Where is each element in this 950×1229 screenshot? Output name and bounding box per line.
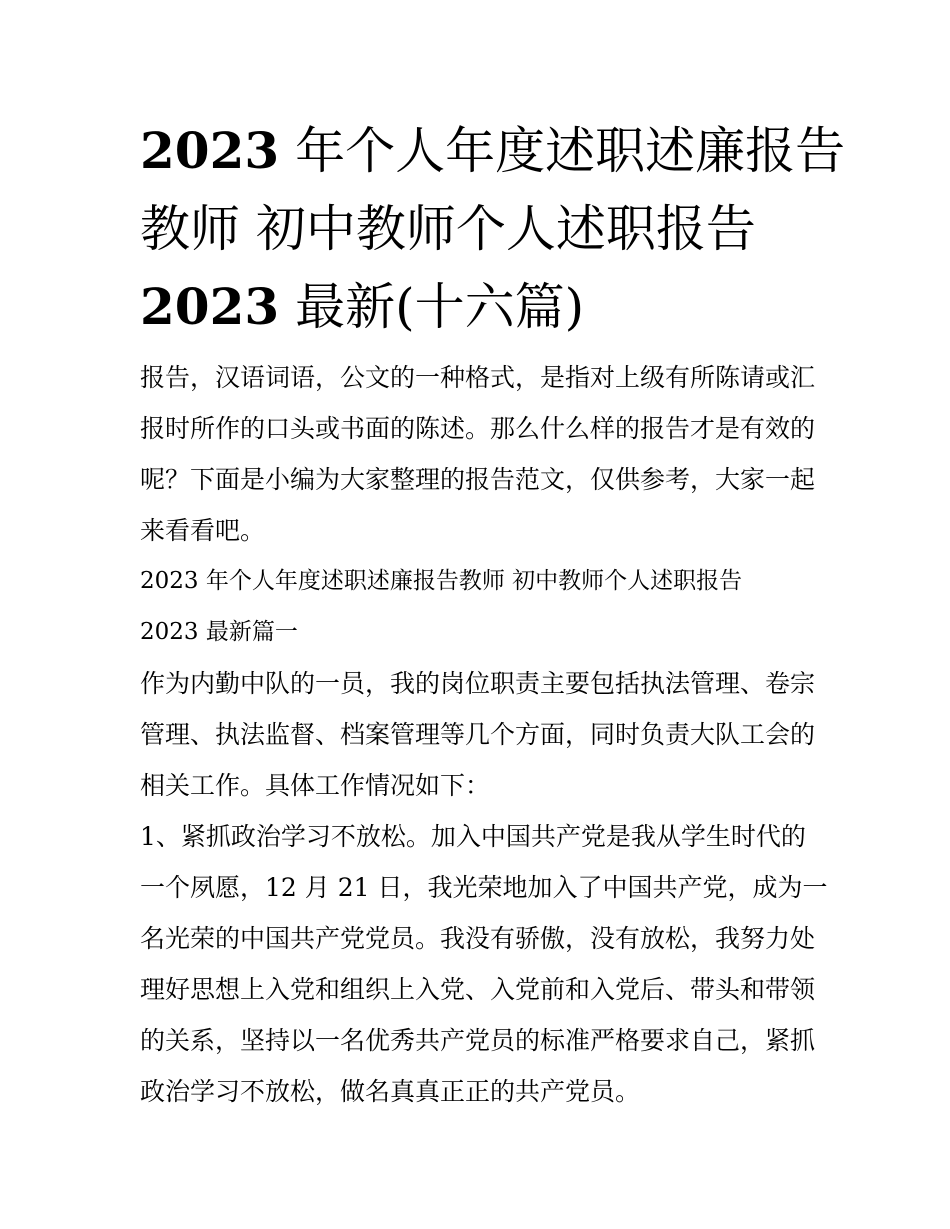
- body-line: 管理、执法监督、档案管理等几个方面，同时负责大队工会的: [140, 720, 816, 749]
- title-line-3: 2023 最新(十六篇): [140, 277, 585, 336]
- title-line-1: 2023 年个人年度述职述廉报告: [140, 121, 846, 180]
- body-line: 政治学习不放松，做名真真正正的共产党员。: [140, 1077, 641, 1106]
- body-line: 理好思想上入党和组织上入党、入党前和入党后、带头和带领: [140, 975, 816, 1004]
- intro-line: 报时所作的口头或书面的陈述。那么什么样的报告才是有效的: [140, 414, 816, 443]
- document-body: [140, 352, 828, 1117]
- section-heading-line: 2023 最新篇一: [140, 619, 298, 645]
- body-line: 的关系，坚持以一名优秀共产党员的标准严格要求自己，紧抓: [140, 1026, 816, 1055]
- body-line: 名光荣的中国共产党党员。我没有骄傲，没有放松，我努力处: [140, 924, 816, 953]
- intro-line: 呢？下面是小编为大家整理的报告范文，仅供参考，大家一起: [140, 465, 816, 494]
- body-line: 相关工作。具体工作情况如下：: [140, 771, 491, 800]
- document-title: [140, 112, 846, 346]
- title-line-2: 教师 初中教师个人述职报告: [140, 200, 756, 258]
- intro-line: 来看看吧。: [140, 516, 266, 545]
- body-line: 作为内勤中队的一员，我的岗位职责主要包括执法管理、卷宗: [140, 669, 816, 698]
- section-heading-line: 2023 年个人年度述职述廉报告教师 初中教师个人述职报告: [140, 568, 743, 594]
- intro-line: 报告，汉语词语，公文的一种格式，是指对上级有所陈请或汇: [140, 363, 816, 392]
- body-line: 1、紧抓政治学习不放松。加入中国共产党是我从学生时代的: [140, 822, 806, 851]
- body-line: 一个夙愿，12 月 21 日，我光荣地加入了中国共产党，成为一: [140, 873, 828, 902]
